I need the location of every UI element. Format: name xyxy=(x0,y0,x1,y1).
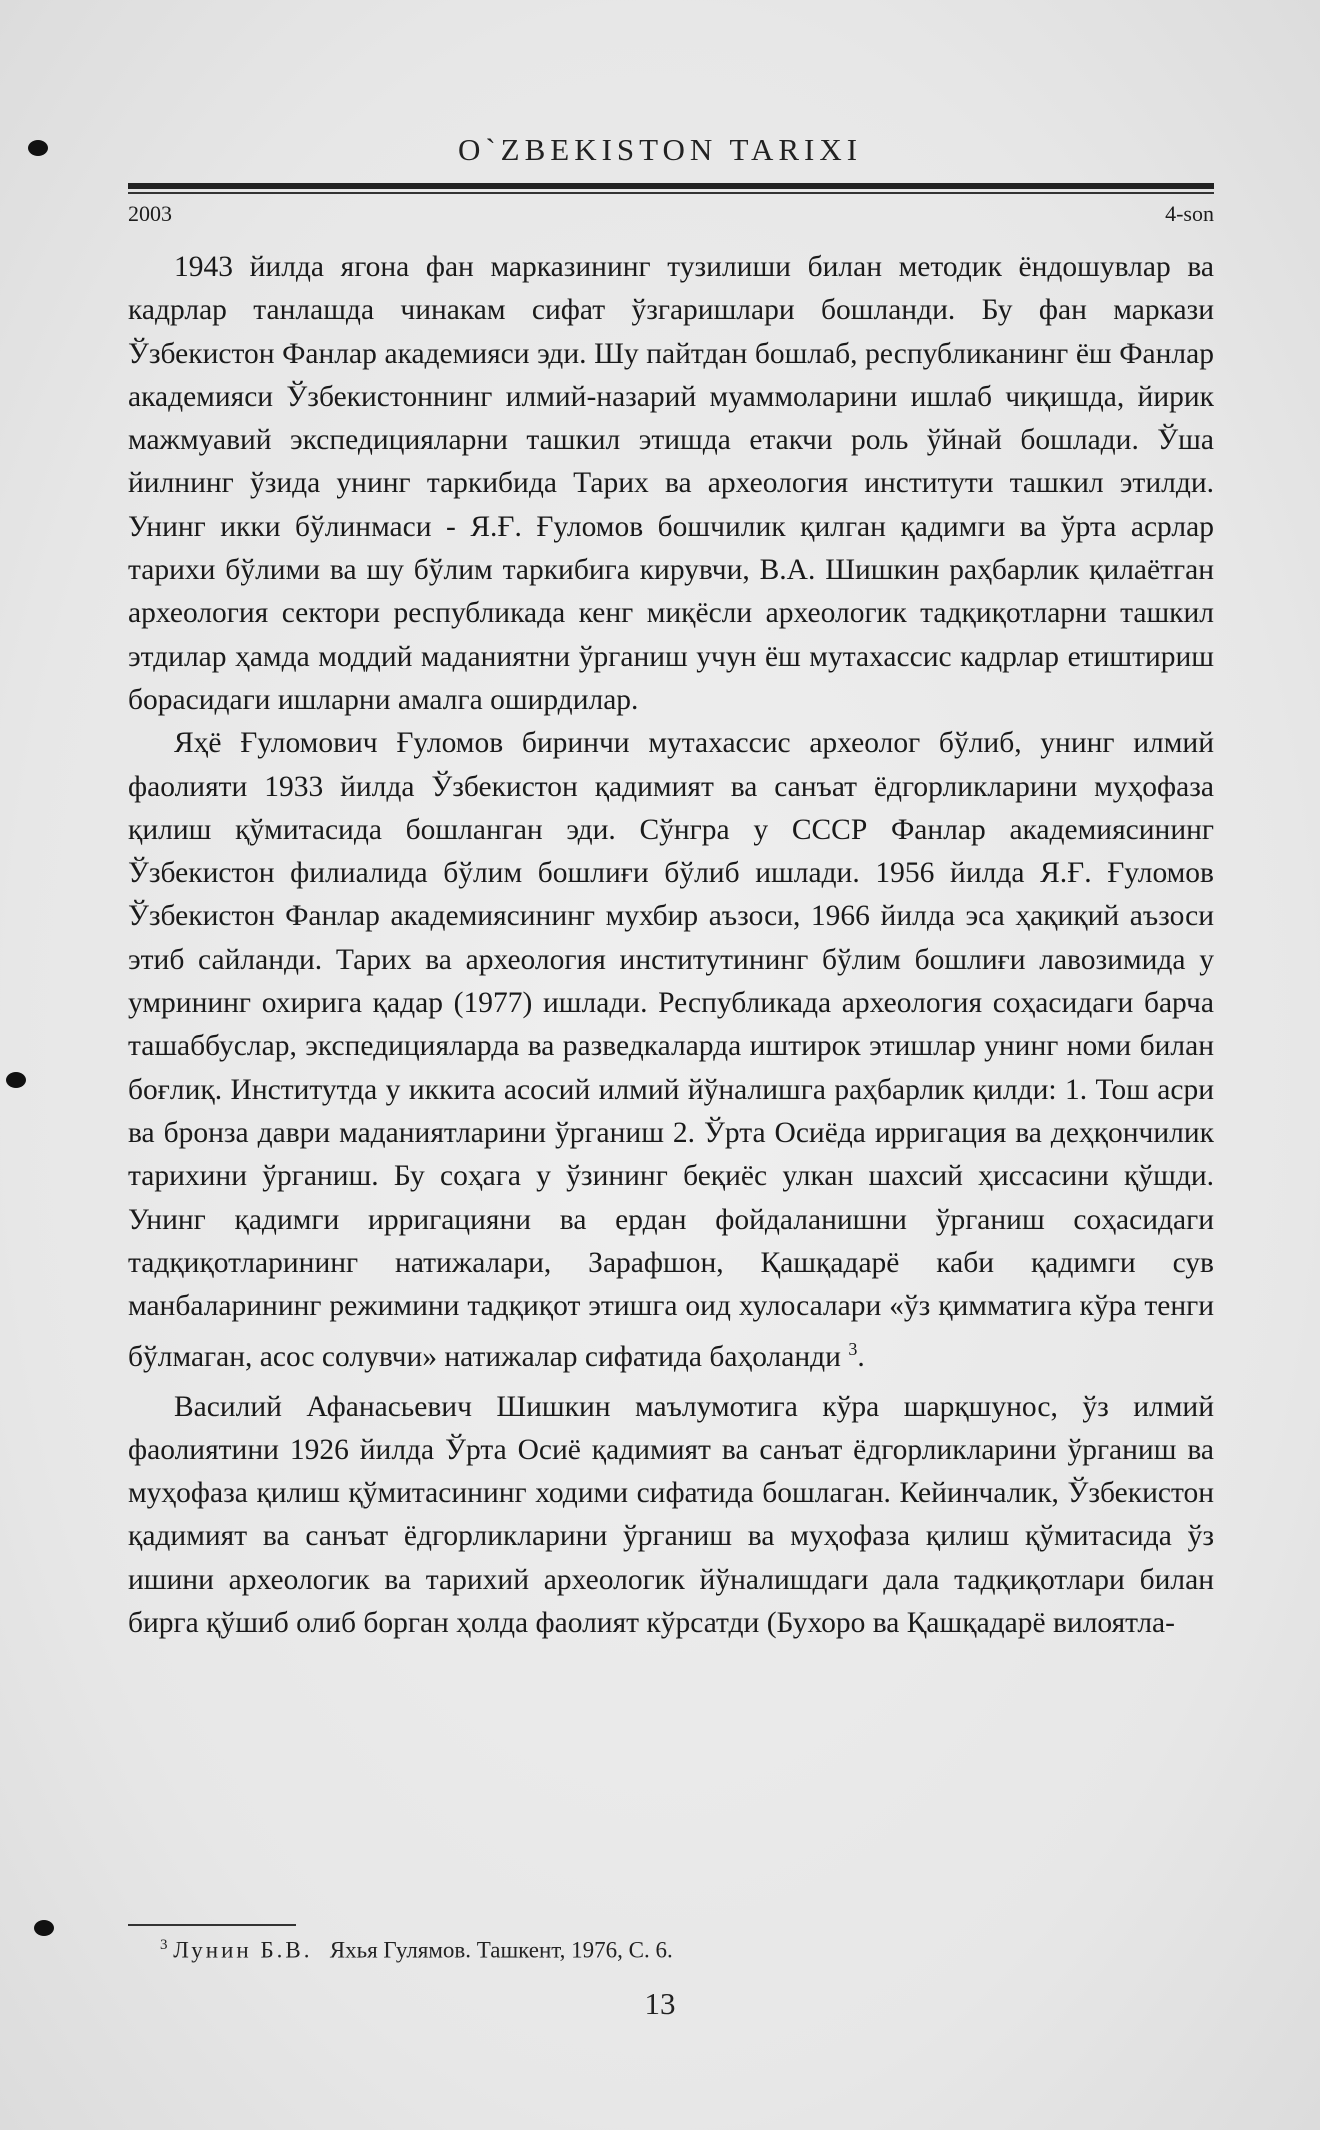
issue-number: 4-son xyxy=(1165,201,1214,226)
binder-hole xyxy=(34,1920,54,1936)
footnote-author: Лунин Б.В. xyxy=(173,1937,313,1963)
footnote xyxy=(160,1937,673,1964)
page-number: 13 xyxy=(644,1986,676,2021)
paragraph xyxy=(128,722,1214,1379)
journal-title: O`ZBEKISTON TARIXI xyxy=(457,132,863,167)
paragraph: 1943 йилда ягона фан марказининг тузилиши билан методик ёндошувлар ва кадрлар танлашда чинакам сифат ўзгаришлари бошланди. Бу фан маркази Ўзбекистон Фанлар академияси эди. Шу пайтдан бошлаб, республиканинг ёш Фанлар академияси Ўзбекистоннинг илмий-назарий муаммоларини ишлаб чиқишда, йирик мажмуавий экспедицияларни ташкил этишда етакчи роль ўйнай бошлади. Ўша йилнинг ўзида унинг таркибида Тарих ва археология институти ташкил этилди. Унинг икки бўлинмаси - Я.Ғ. Ғуломов бошчилик қилган қадимги ва ўрта асрлар тарихи бўлими ва шу бўлим таркибига кирувчи, В.А. Шишкин раҳбарлик қилаётган археология сектори республикада кенг миқёсли археологик тадқиқотларни ташкил этдилар ҳамда моддий маданиятни ўрганиш учун ёш мутахассис кадрлар етиштириш борасидаги ишларни амалга оширдилар. xyxy=(128,251,1214,716)
header-rule-thick xyxy=(128,183,1214,189)
footnote-reference: 3 xyxy=(848,1339,858,1360)
header-rule-thin xyxy=(128,192,1214,194)
paragraph-text: Яҳё Ғуломович Ғуломов биринчи мутахассис археолог бўлиб, унинг илмий фаолияти 1933 йилда Ўзбекистон қадимият ва санъат ёдгорликларини муҳофаза қилиш қўмитасида бошланган эди. Сўнгра у СССР Фанлар академиясининг Ўзбекистон филиалида бўлим бошлиғи бўлиб ишлади. 1956 йилда Я.Ғ. Ғуломов Ўзбекистон Фанлар академиясининг мухбир аъзоси, 1966 йилда эса ҳақиқий аъзоси этиб сайланди. Тарих ва археология институтининг бўлим бошлиғи лавозимида у умрининг охирига қадар (1977) ишлади. Республикада археология соҳасидаги барча ташаббуслар, экспедицияларда ва разведкаларда иштирок этишлар унинг номи билан боғлиқ. Институтда у иккита асосий илмий йўналишга раҳбарлик қилди: 1. Тош асри ва бронза даври маданиятларини ўрганиш 2. Ўрта Осиёда ирригация ва деҳқончилик тарихини ўрганиш. Бу соҳага у ўзининг беқиёс улкан шахсий ҳиссасини қўшди. Унинг қадимги ирригацияни ва ердан фойдаланишни ўрганиш соҳасидаги тадқиқотларининг натижалари, Зарафшон, Қашқадарё каби қадимги сув манбаларининг режимини тадқиқот этишга оид хулосалари «ўз қимматига кўра тенги бўлмаган, асос солувчи» натижалар сифатида баҳоланди xyxy=(128,727,1214,1374)
article-body xyxy=(128,246,1214,1645)
binder-hole xyxy=(6,1072,26,1088)
footnote-number: 3 xyxy=(160,1937,168,1953)
footnote-divider xyxy=(128,1924,296,1926)
footnote-text: Яхья Гулямов. Ташкент, 1976, С. 6. xyxy=(329,1937,673,1963)
footnote-reference-tail: . xyxy=(857,1341,865,1374)
paragraph: Василий Афанасьевич Шишкин маълумотига кўра шарқшунос, ўз илмий фаолиятини 1926 йилда Ўрта Осиё қадимият ва санъат ёдгорликларини ўрганиш ва муҳофаза қилиш қўмитасининг ходими сифатида бошлаган. Кейинчалик, Ўзбекистон қадимият ва санъат ёдгорликларини ўрганиш ва муҳофаза қилиш қўмитасида ўз ишини археологик ва тарихий археологик йўналишдаги дала тадқиқотлари билан бирга қўшиб олиб борган ҳолда фаолият кўрсатди (Бухоро ва Қашқадарё вилоятла- xyxy=(128,1390,1214,1640)
issue-year: 2003 xyxy=(128,201,172,226)
